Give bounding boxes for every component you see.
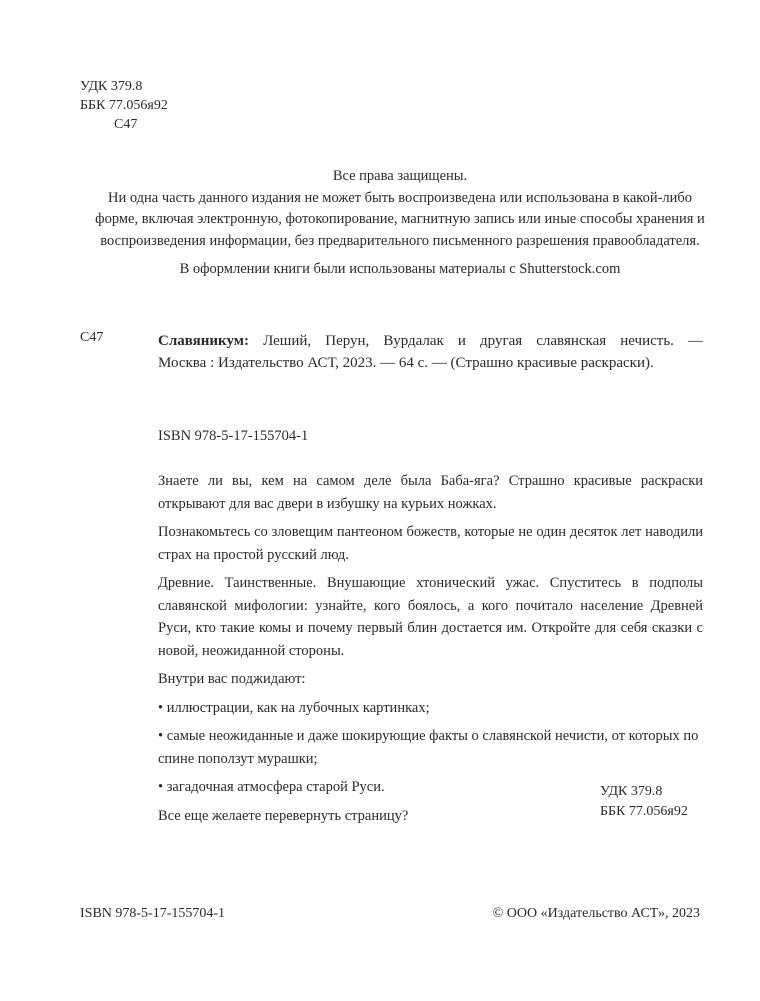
rights-line: Ни одна часть данного издания не может быть воспроизведена или использована в какой-либо <box>107 189 693 206</box>
annotation-paragraph: Древние. Таинственные. Внушающие хтонический ужас. Спуститесь в подполы славянской мифологии: узнайте, кого боялось, а кого почитало население Древней Руси, кто такие комы и почему первый блин достается им. Откройте для себя сказки с новой, неожиданной стороны. <box>158 575 703 659</box>
bbk-code: ББК 77.056я92 <box>600 804 688 819</box>
isbn: ISBN 978-5-17-155704-1 <box>158 428 309 444</box>
book-title: Славяникум: <box>158 333 249 349</box>
biblio-line-2: Москва : Издательство АСТ, 2023. — 64 с. — (Страшно красивые раскраски). <box>158 355 654 371</box>
rights-title: Все права защищены. <box>332 168 468 184</box>
list-item: • загадочная атмосфера старой Руси. <box>158 779 385 795</box>
list-item: • иллюстрации, как на лубочных картинках; <box>158 699 430 716</box>
bibliographic-record <box>158 330 703 374</box>
udk-code: УДК 379.8 <box>600 784 663 799</box>
book-subtitle: Леший, Перун, Вурдалак и другая славянская нечисть. — <box>249 333 703 349</box>
classification-codes-bottom <box>600 782 688 822</box>
footer-copyright: © ООО «Издательство АСТ», 2023 <box>492 906 700 921</box>
annotation-paragraph: Знаете ли вы, кем на самом деле была Баба-яга? Страшно красивые раскраски открывают для вас двери в избушку на курьих ножках. <box>158 473 703 512</box>
list-intro: Внутри вас поджидают: <box>158 671 306 687</box>
rights-line: форме, включая электронную, фотокопирование, магнитную запись или иные способы хранения и <box>95 211 705 227</box>
rights-line: воспроизведения информации, без предварительного письменного разрешения правообладателя. <box>100 232 700 249</box>
list-item: • самые неожиданные и даже шокирующие факты о славянской нечисти, от которых по спине поползут мурашки; <box>158 728 699 767</box>
author-mark: С47 <box>114 117 138 132</box>
shutterstock-note: В оформлении книги были использованы материалы с Shutterstock.com <box>179 261 621 277</box>
bbk-code: ББК 77.056я92 <box>80 98 168 113</box>
footer-isbn: ISBN 978-5-17-155704-1 <box>80 906 226 921</box>
annotation-paragraph: Познакомьтесь со зловещим пантеоном божеств, которые не один десяток лет наводили страх на простой русский люд. <box>158 524 703 563</box>
closing-question: Все еще желаете перевернуть страницу? <box>158 807 409 824</box>
annotation <box>158 470 703 833</box>
classification-codes-top <box>80 77 168 134</box>
biblio-line-1 <box>158 330 703 352</box>
udk-code: УДК 379.8 <box>80 79 143 94</box>
biblio-author-mark: С47 <box>80 330 104 345</box>
rights-notice <box>60 166 740 252</box>
